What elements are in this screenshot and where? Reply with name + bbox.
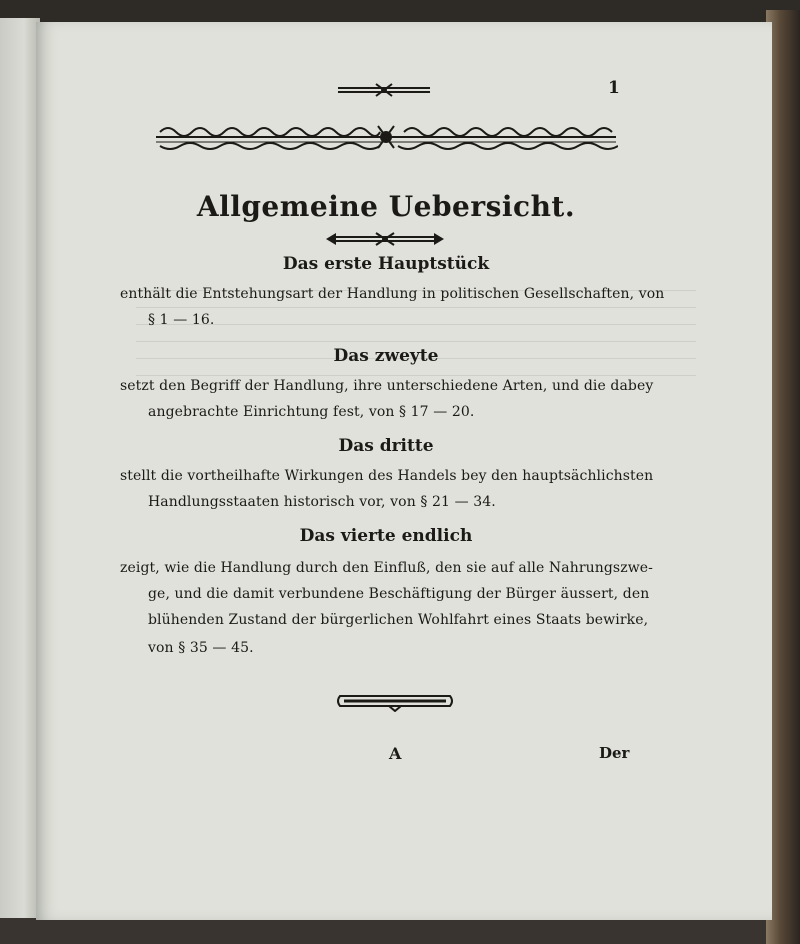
section-1-line-1: enthält die Entstehungsart der Handlung in politischen Gesellschaften, von [120,286,665,302]
small-rule-ornament [334,80,434,100]
section-heading-2: Das zweyte [333,346,439,366]
section-4-line-4: von § 35 — 45. [148,640,254,656]
catchword: Der [599,744,630,762]
scan-top-edge [0,0,800,24]
signature-mark: A [389,744,402,763]
page-title: Allgemeine Uebersicht. [196,190,576,223]
section-4-line-3: blühenden Zustand der bürgerlichen Wohlfahrt eines Staats bewirke, [148,612,649,628]
section-4-line-2: ge, und die damit verbundene Beschäftigung der Bürger äussert, den [148,586,650,602]
section-heading-3: Das dritte [338,436,434,456]
section-heading-4: Das vierte endlich [299,526,473,546]
section-2-line-1: setzt den Begriff der Handlung, ihre unterschiedene Arten, und die dabey [120,378,654,394]
facing-page-edge [0,18,40,918]
title-rule-ornament [322,230,448,248]
page-number: 1 [608,78,620,98]
section-4-line-1: zeigt, wie die Handlung durch den Einfluß, den sie auf alle Nahrungszwe- [120,560,653,576]
book-page [36,22,772,920]
section-3-line-2: Handlungsstaaten historisch vor, von § 21 — 34. [148,494,496,510]
section-3-line-1: stellt die vortheilhafte Wirkungen des Handels bey den hauptsächlichsten [120,468,654,484]
decorative-band-ornament [154,122,618,152]
bottom-tailpiece-ornament [334,690,456,712]
section-2-line-2: angebrachte Einrichtung fest, von § 17 — 20. [148,404,475,420]
section-heading-1: Das erste Hauptstück [282,254,490,274]
section-1-line-2: § 1 — 16. [148,312,215,328]
